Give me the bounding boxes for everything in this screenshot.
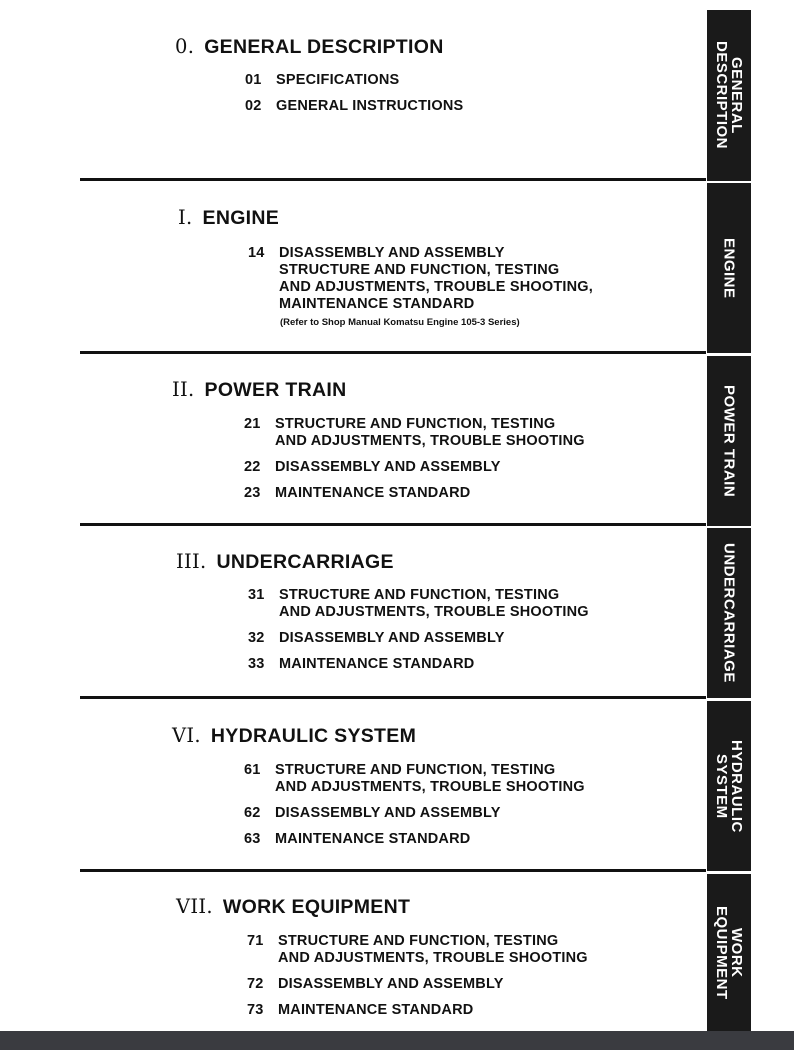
item-code: 72 <box>247 976 264 992</box>
section-title: GENERAL DESCRIPTION <box>204 36 444 58</box>
item-text: STRUCTURE AND FUNCTION, TESTING AND ADJUSTMENTS, TROUBLE SHOOTING <box>279 587 589 620</box>
item-code: 21 <box>244 416 261 432</box>
section-divider <box>80 523 706 526</box>
section-heading <box>176 550 394 574</box>
item-code: 71 <box>247 933 264 949</box>
tab-label: WORK EQUIPMENT <box>713 905 745 1000</box>
item-code: 61 <box>244 762 261 778</box>
toc-item[interactable] <box>244 459 501 476</box>
section-heading <box>178 206 279 230</box>
tab-label: UNDERCARRIAGE <box>720 543 738 683</box>
section-title: HYDRAULIC SYSTEM <box>210 725 417 747</box>
toc-item[interactable] <box>244 805 501 822</box>
item-text: DISASSEMBLY AND ASSEMBLY <box>278 976 504 992</box>
section-heading <box>172 378 346 402</box>
tab-hydraulic-system[interactable] <box>707 701 751 871</box>
tab-label: POWER TRAIN <box>720 384 738 498</box>
tab-label: ENGINE <box>720 237 738 299</box>
toc-item[interactable] <box>248 587 589 621</box>
viewer-bottom-bar <box>0 1031 794 1050</box>
item-code: 73 <box>247 1002 264 1018</box>
toc-item[interactable] <box>244 416 585 450</box>
toc-item[interactable] <box>247 933 588 967</box>
item-code: 22 <box>244 459 261 475</box>
item-code: 23 <box>244 485 261 501</box>
item-code: 31 <box>248 587 265 603</box>
item-text: GENERAL INSTRUCTIONS <box>276 98 464 114</box>
section-title: WORK EQUIPMENT <box>222 896 411 918</box>
item-code: 01 <box>245 72 262 88</box>
item-text: MAINTENANCE STANDARD <box>278 1002 474 1018</box>
item-code: 33 <box>248 656 265 672</box>
item-text: DISASSEMBLY AND ASSEMBLY <box>279 630 505 646</box>
tab-power-train[interactable] <box>707 356 751 526</box>
toc-item[interactable] <box>245 98 463 115</box>
item-text: STRUCTURE AND FUNCTION, TESTING AND ADJUSTMENTS, TROUBLE SHOOTING <box>278 933 588 966</box>
item-text: MAINTENANCE STANDARD <box>275 485 471 501</box>
section-numeral: 0. <box>175 35 195 58</box>
toc-item[interactable] <box>247 1002 473 1019</box>
section-numeral: II. <box>172 378 195 401</box>
item-text: STRUCTURE AND FUNCTION, TESTING AND ADJUSTMENTS, TROUBLE SHOOTING <box>275 762 585 795</box>
section-divider <box>80 178 706 181</box>
toc-item[interactable] <box>248 656 474 673</box>
tab-undercarriage[interactable] <box>707 528 751 698</box>
tab-label: HYDRAULIC SYSTEM <box>713 739 745 833</box>
toc-item[interactable] <box>245 72 399 89</box>
section-heading <box>172 724 416 748</box>
toc-item[interactable] <box>244 831 470 848</box>
toc-item[interactable] <box>244 485 470 502</box>
section-heading <box>175 35 444 59</box>
section-numeral: I. <box>178 206 193 229</box>
item-code: 14 <box>248 245 265 261</box>
section-title: POWER TRAIN <box>204 379 347 401</box>
section-divider <box>80 351 706 354</box>
tab-general-description[interactable] <box>707 10 751 181</box>
item-text: MAINTENANCE STANDARD <box>275 831 471 847</box>
item-text: SPECIFICATIONS <box>276 72 400 88</box>
item-code: 02 <box>245 98 262 114</box>
item-text: STRUCTURE AND FUNCTION, TESTING AND ADJUSTMENTS, TROUBLE SHOOTING <box>275 416 585 449</box>
section-title: UNDERCARRIAGE <box>216 551 394 573</box>
toc-item[interactable] <box>244 762 585 796</box>
item-code: 62 <box>244 805 261 821</box>
section-title: ENGINE <box>202 207 280 229</box>
tab-label: GENERAL DESCRIPTION <box>713 41 745 150</box>
toc-item[interactable] <box>247 976 504 993</box>
section-heading <box>176 895 410 919</box>
item-text: MAINTENANCE STANDARD <box>279 656 475 672</box>
section-numeral: III. <box>176 550 207 573</box>
tab-work-equipment[interactable] <box>707 874 751 1031</box>
section-divider <box>80 869 706 872</box>
section-numeral: VII. <box>176 895 213 918</box>
toc-item[interactable] <box>248 630 505 647</box>
tab-engine[interactable] <box>707 183 751 353</box>
section-numeral: VI. <box>172 724 201 747</box>
reference-note: (Refer to Shop Manual Komatsu Engine 105-3 Series) <box>280 317 520 328</box>
section-divider <box>80 696 706 699</box>
item-code: 63 <box>244 831 261 847</box>
item-code: 32 <box>248 630 265 646</box>
toc-item[interactable] <box>248 245 593 313</box>
item-text: DISASSEMBLY AND ASSEMBLY <box>275 805 501 821</box>
item-text: DISASSEMBLY AND ASSEMBLY STRUCTURE AND FUNCTION, TESTING AND ADJUSTMENTS, TROUBLE SHOOTING, MAINTENANCE STANDARD <box>279 245 593 312</box>
item-text: DISASSEMBLY AND ASSEMBLY <box>275 459 501 475</box>
